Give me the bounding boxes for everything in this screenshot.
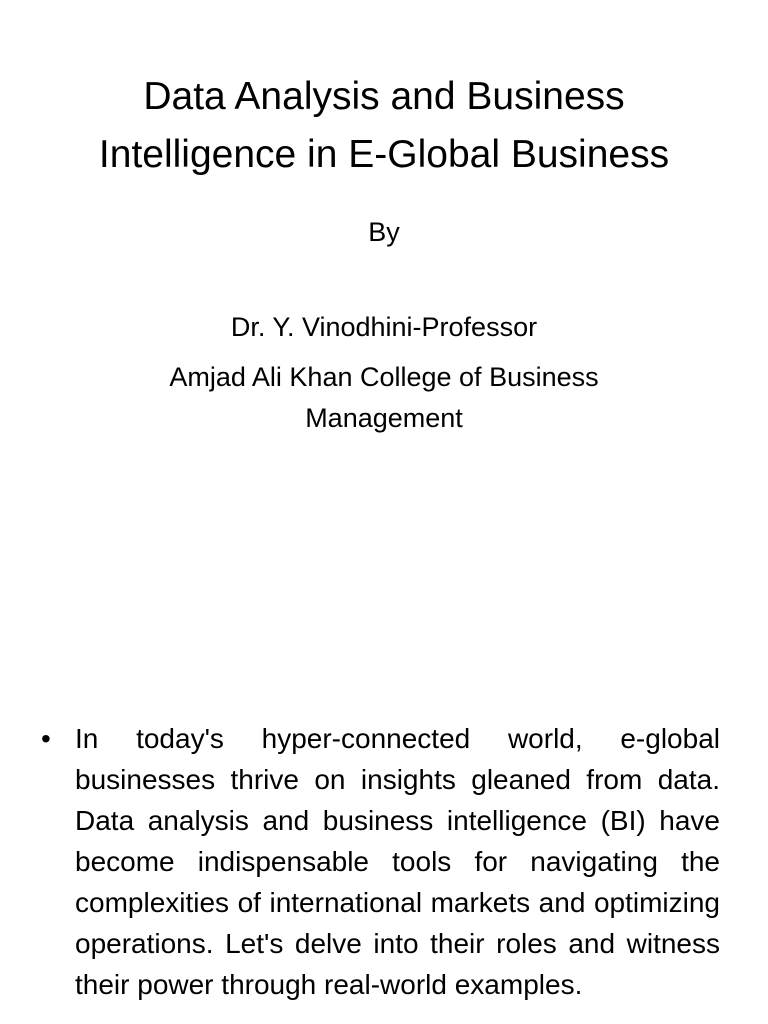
title-line-2: Intelligence in E-Global Business bbox=[98, 133, 670, 176]
by-label: By bbox=[368, 217, 400, 247]
bullet-icon: • bbox=[41, 723, 51, 754]
presentation-title bbox=[30, 68, 738, 184]
bullet-item bbox=[41, 718, 720, 1005]
author-affiliation: Amjad Ali Khan College of Business Management bbox=[169, 362, 599, 433]
author-name: Dr. Y. Vinodhini-Professor bbox=[230, 312, 538, 342]
content-slide bbox=[0, 700, 768, 1024]
title-line-1: Data Analysis and Business bbox=[143, 75, 625, 118]
bullet-text: In today's hyper-connected world, e-global businesses thrive on insights gleaned from data. Data analysis and business intelligence (BI) have become indispensable tools for navigating the complexities of international markets and optimizing operations. Let's delve into their roles and witness their power through real-world examples. bbox=[75, 723, 720, 1000]
